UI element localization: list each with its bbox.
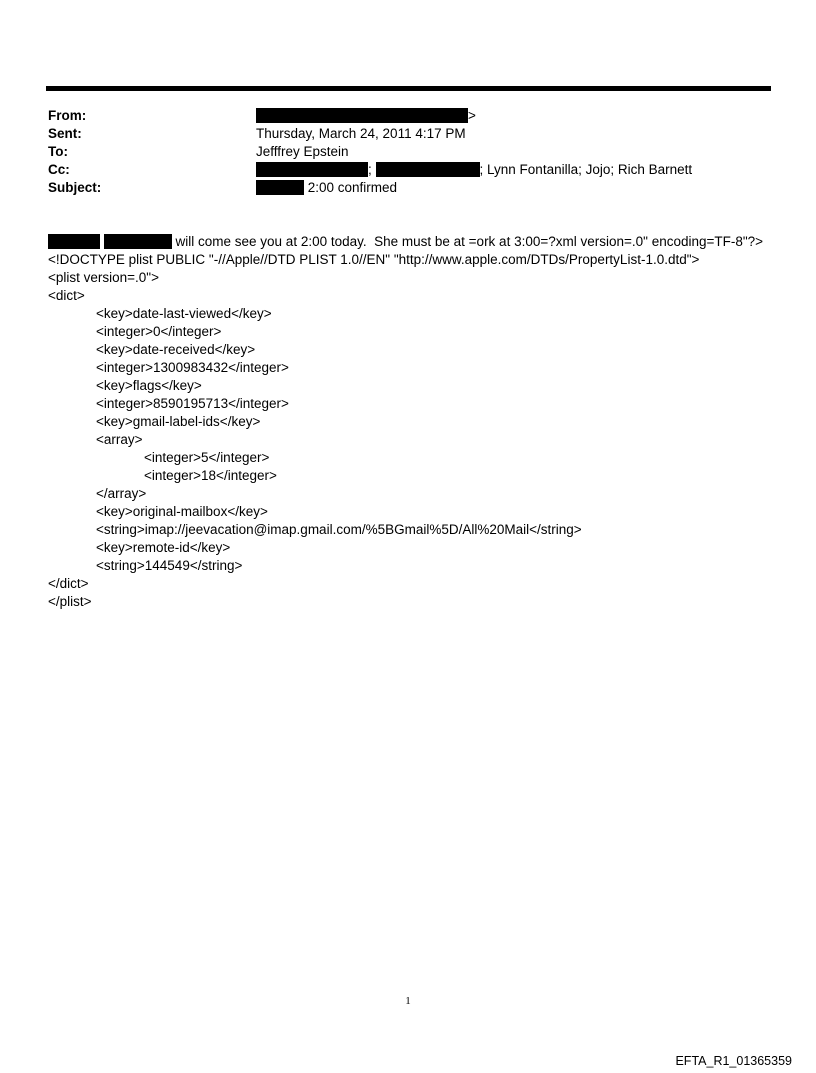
redaction-box xyxy=(104,234,172,249)
to-value: Jefffrey Epstein xyxy=(256,144,349,159)
plist-line: <array> xyxy=(96,432,143,447)
to-row xyxy=(48,143,768,161)
subject-row xyxy=(48,179,768,197)
sent-value: Thursday, March 24, 2011 4:17 PM xyxy=(256,126,466,141)
cc-recipients: ; Lynn Fontanilla; Jojo; Rich Barnett xyxy=(479,162,693,177)
dict-open: <dict> xyxy=(48,288,85,303)
redaction-box xyxy=(376,162,480,177)
plist-line: <string>imap://jeevacation@imap.gmail.com/%5BGmail%5D/All%20Mail</string> xyxy=(96,522,582,537)
plist-open: <plist version=.0"> xyxy=(48,270,159,285)
plist-doctype: <!DOCTYPE plist PUBLIC "-//Apple//DTD PLIST 1.0//EN" "http://www.apple.com/DTDs/PropertyList-1.0.dtd"> xyxy=(48,252,700,267)
body-line-1 xyxy=(48,233,763,251)
redaction-box xyxy=(256,108,468,123)
cc-separator: ; xyxy=(368,162,372,177)
sent-label: Sent: xyxy=(48,126,82,141)
subject-text: 2:00 confirmed xyxy=(304,180,398,195)
cc-row xyxy=(48,161,768,179)
cc-value xyxy=(256,161,692,179)
email-header xyxy=(48,107,768,197)
body-first-line-text: will come see you at 2:00 today. She must be at =ork at 3:00=?xml version=.0" encoding=TF-8"?> xyxy=(171,234,764,249)
subject-label: Subject: xyxy=(48,180,102,195)
sent-row xyxy=(48,125,768,143)
subject-value xyxy=(256,179,397,197)
redaction-box xyxy=(48,234,100,249)
dict-close: </dict> xyxy=(48,576,89,591)
plist-line: <integer>1300983432</integer> xyxy=(96,360,289,375)
plist-line: <key>flags</key> xyxy=(96,378,202,393)
plist-line: <key>date-received</key> xyxy=(96,342,256,357)
plist-line: <key>remote-id</key> xyxy=(96,540,231,555)
plist-line: </array> xyxy=(96,486,147,501)
header-divider-rule xyxy=(46,86,771,91)
plist-close: </plist> xyxy=(48,594,92,609)
redaction-box xyxy=(256,180,304,195)
cc-label: Cc: xyxy=(48,162,70,177)
plist-line: <integer>0</integer> xyxy=(96,324,222,339)
to-label: To: xyxy=(48,144,68,159)
from-suffix: > xyxy=(468,108,476,123)
from-label: From: xyxy=(48,108,87,123)
plist-line: <key>gmail-label-ids</key> xyxy=(96,414,261,429)
plist-line: <string>144549</string> xyxy=(96,558,243,573)
redaction-box xyxy=(256,162,368,177)
plist-line: <integer>18</integer> xyxy=(144,468,277,483)
page-number: 1 xyxy=(405,995,411,1007)
plist-line: <key>original-mailbox</key> xyxy=(96,504,268,519)
plist-line: <key>date-last-viewed</key> xyxy=(96,306,272,321)
bates-number: EFTA_R1_01365359 xyxy=(675,1054,792,1068)
from-row xyxy=(48,107,768,125)
from-value xyxy=(256,107,476,125)
plist-line: <integer>8590195713</integer> xyxy=(96,396,289,411)
plist-line: <integer>5</integer> xyxy=(144,450,270,465)
email-body xyxy=(48,233,763,611)
